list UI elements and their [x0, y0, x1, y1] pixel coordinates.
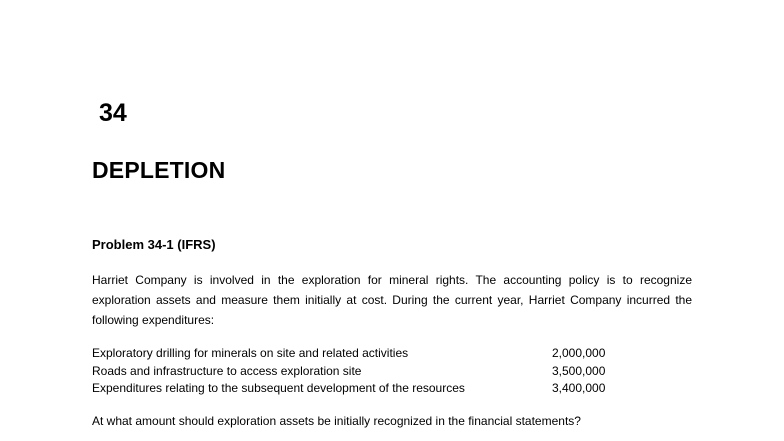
expenditure-row	[92, 345, 612, 363]
chapter-number: 34	[99, 99, 127, 127]
problem-paragraph: Harriet Company is involved in the exploration for mineral rights. The accounting policy is to recognize exploration assets and measure them initially at cost. During the current year, Harriet Company incurred the following expenditures:	[92, 273, 692, 327]
expenditure-label: Roads and infrastructure to access exploration site	[92, 363, 362, 378]
expenditure-amount: 3,400,000	[552, 381, 606, 395]
expenditure-label: Expenditures relating to the subsequent development of the resources	[92, 381, 465, 395]
expenditure-row	[92, 363, 612, 381]
expenditures-list	[92, 345, 612, 398]
problem-heading: Problem 34-1 (IFRS)	[92, 237, 216, 252]
expenditure-row	[92, 380, 612, 398]
expenditure-label: Exploratory drilling for minerals on site and related activities	[92, 346, 409, 360]
expenditure-amount: 3,500,000	[552, 363, 606, 378]
expenditure-amount: 2,000,000	[552, 346, 606, 360]
problem-question: At what amount should exploration assets be initially recognized in the financial statements?	[92, 414, 581, 428]
chapter-title: DEPLETION	[92, 157, 226, 183]
